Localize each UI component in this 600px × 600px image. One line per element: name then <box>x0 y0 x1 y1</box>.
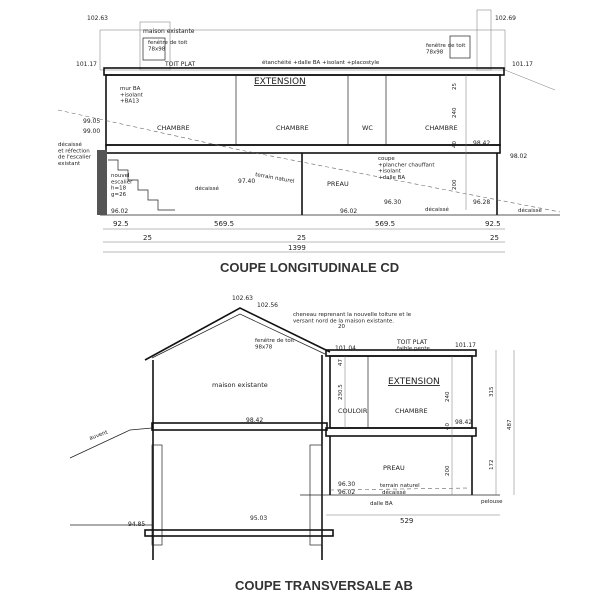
dim-bottom-1: 569.5 <box>214 220 235 228</box>
flat-roof-label: TOIT PLAT <box>165 61 196 68</box>
svg-text:172: 172 <box>489 459 495 470</box>
roof-build-up-label: étanchéité +dalle BA +isolant +placostyle <box>262 60 380 66</box>
svg-text:25: 25 <box>297 234 306 242</box>
svg-text:315: 315 <box>489 386 495 397</box>
svg-text:25: 25 <box>490 234 499 242</box>
room-chambre-3: CHAMBRE <box>425 124 458 132</box>
svg-text:25: 25 <box>452 83 458 90</box>
section-cd-title: COUPE LONGITUDINALE CD <box>220 260 400 275</box>
svg-text:40: 40 <box>445 423 451 430</box>
svg-text:décaissé: décaissé <box>425 207 449 213</box>
porch-label: PREAU <box>327 180 349 188</box>
svg-text:200: 200 <box>452 179 458 190</box>
level-roof-left: 101.17 <box>76 61 97 68</box>
flat-roof-ab-label: TOIT PLAT <box>397 339 428 346</box>
awning-line <box>70 428 152 458</box>
svg-text:200: 200 <box>445 465 451 476</box>
level-ridge2: 102.56 <box>257 302 278 309</box>
floor-slab <box>106 145 500 153</box>
wall-note: mur BA +isolant +BA13 <box>120 86 143 105</box>
existing-floor <box>152 423 327 430</box>
section-cd <box>58 10 560 275</box>
ab-width: 529 <box>400 517 414 525</box>
slab-ab: dalle BA <box>370 501 393 507</box>
svg-text:230.5: 230.5 <box>338 384 344 400</box>
svg-text:487: 487 <box>507 419 513 430</box>
level-roof-right: 101.17 <box>512 61 533 68</box>
floor-build-up-label: coupe +plancher chauffant +isolant +dalle BA <box>378 156 435 181</box>
existing-house-label: maison existante <box>143 28 195 35</box>
level-roof-ab: 101.04 <box>335 345 356 352</box>
section-ab <box>70 295 514 593</box>
roof-window-ab-label: fenêtre de toit 98x78 <box>255 338 295 351</box>
bedroom-ab-label: CHAMBRE <box>395 407 428 415</box>
new-stair-label: nouvel escalier h=18 g=26 <box>111 173 133 198</box>
room-chambre-1: CHAMBRE <box>157 124 190 132</box>
excavated-ab: décaissé <box>382 490 406 496</box>
slope-label: faible pente <box>397 346 430 352</box>
level-ground-mid: 96.02 <box>340 208 358 215</box>
level-ridge: 102.63 <box>232 295 253 302</box>
gutter-note: cheneau reprenant la nouvelle toiture et le versant nord de la maison existante. <box>293 312 412 325</box>
level-top-right: 102.69 <box>495 15 516 22</box>
level-ground-mid2: 96.30 <box>384 199 402 206</box>
svg-text:décaissé: décaissé <box>518 208 542 214</box>
level-floor-right-ab: 98.42 <box>455 419 473 426</box>
existing-house-ab-label: maison existante <box>212 381 268 389</box>
svg-text:240: 240 <box>452 107 458 118</box>
svg-text:240: 240 <box>445 391 451 402</box>
awning-label: auvent <box>88 429 109 442</box>
level-l1: 99.05 <box>83 118 101 125</box>
roof-window-left-label: fenêtre de toit 78x98 <box>148 40 188 53</box>
gutter-dim: 20 <box>338 324 345 330</box>
roof-slab <box>104 68 504 75</box>
level-top-left: 102.63 <box>87 15 108 22</box>
ab-extension-label: EXTENSION <box>388 377 440 387</box>
excavated-label: décaissé <box>195 186 219 192</box>
extension-label: EXTENSION <box>254 77 306 87</box>
stair-note: décaissé et réfection de l'escalier existant <box>58 142 92 167</box>
level-ground-left: 96.02 <box>111 208 129 215</box>
porch-ab-label: PREAU <box>383 464 405 472</box>
retaining-wall <box>97 150 107 215</box>
level-ground2-ab: 96.02 <box>338 489 356 496</box>
lawn-label: pelouse <box>481 499 503 505</box>
level-under-right: 98.02 <box>510 153 528 160</box>
section-ab-title: COUPE TRANSVERSALE AB <box>235 578 413 593</box>
level-roof-right-ab: 101.17 <box>455 342 476 349</box>
dim-bottom-2: 569.5 <box>375 220 396 228</box>
chimney-right <box>477 10 491 70</box>
natural-ground-line <box>58 110 560 212</box>
svg-text:25: 25 <box>143 234 152 242</box>
level-floor-right: 98.42 <box>473 140 491 147</box>
level-ground-ab: 96.30 <box>338 481 356 488</box>
level-terrain: 97.40 <box>238 178 256 185</box>
level-l2: 99.00 <box>83 128 101 135</box>
roof-window-right-label: fenêtre de toit 78x98 <box>426 43 466 56</box>
dim-bottom-0: 92.5 <box>113 220 129 228</box>
ab-floor-slab <box>326 428 476 436</box>
corridor-label: COULOIR <box>338 407 368 415</box>
level-ground-right: 96.28 <box>473 199 491 206</box>
room-wc: WC <box>362 124 373 132</box>
level-low: 94.85 <box>128 521 146 528</box>
svg-text:40: 40 <box>452 141 458 148</box>
level-floor-ab: 98.42 <box>246 417 264 424</box>
svg-text:47: 47 <box>338 359 344 366</box>
dim-total: 1399 <box>288 244 306 252</box>
natural-ground-ab: terrain naturel <box>380 483 420 489</box>
level-basement: 95.03 <box>250 515 268 522</box>
natural-ground-label: terrain naturel <box>254 172 295 185</box>
dim-bottom-3: 92.5 <box>485 220 501 228</box>
basement-slab <box>145 530 333 536</box>
room-chambre-2: CHAMBRE <box>276 124 309 132</box>
